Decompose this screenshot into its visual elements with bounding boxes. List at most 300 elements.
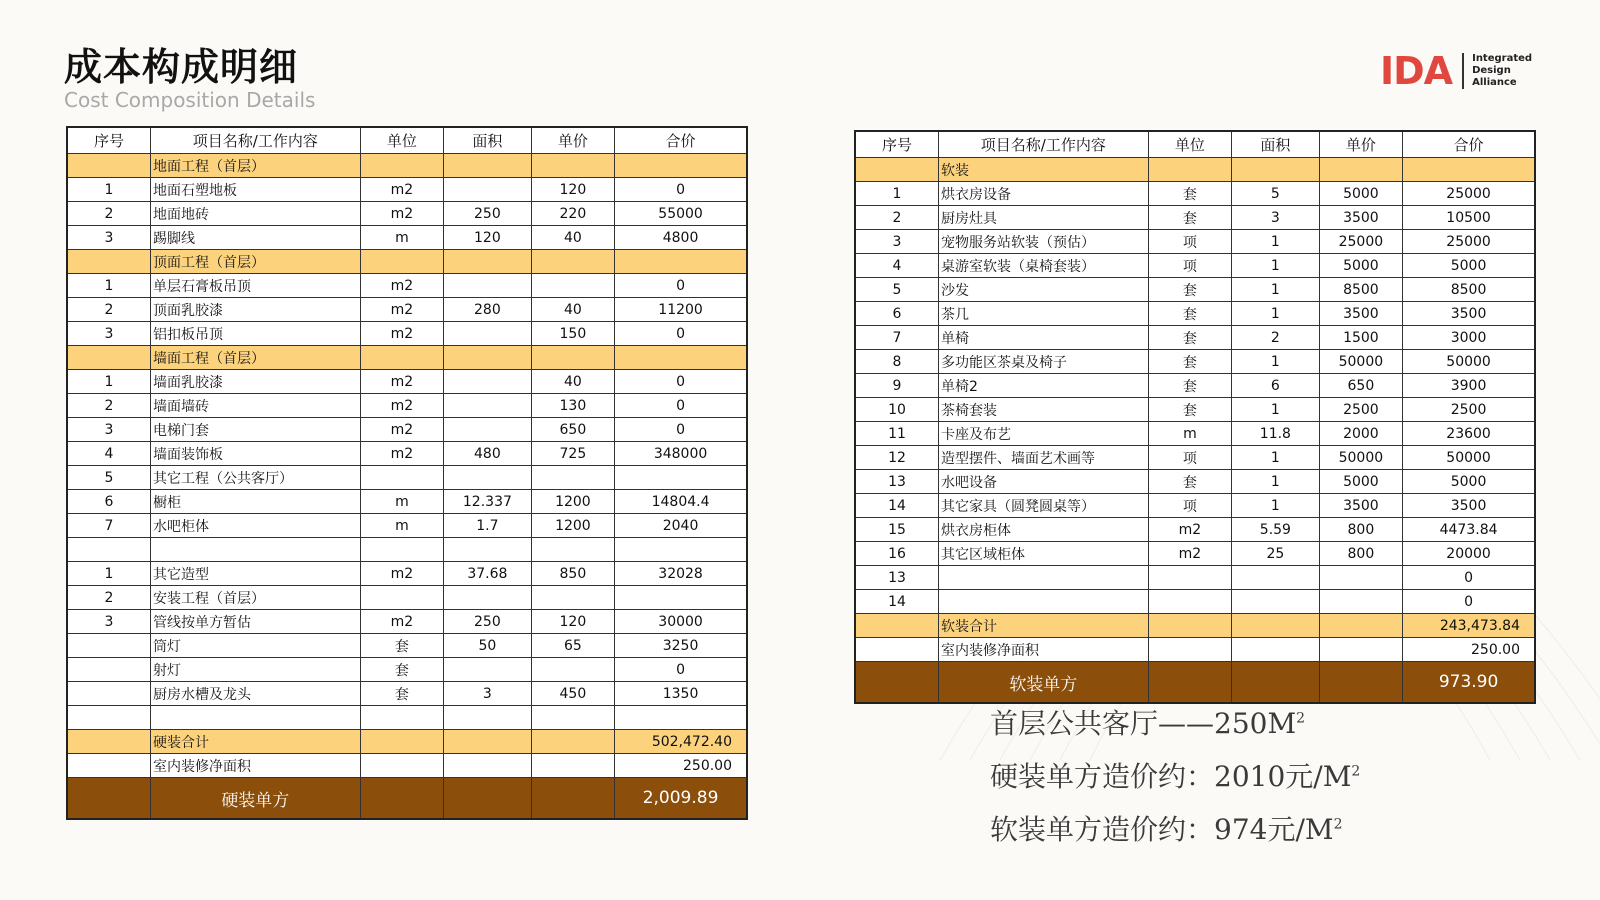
price-cell: 120 (531, 178, 614, 202)
total-cell: 5000 (1403, 470, 1535, 494)
row-number-cell: 13 (855, 566, 938, 590)
table-row (855, 302, 1535, 326)
table-header-row (855, 131, 1535, 158)
area-cell (444, 586, 532, 610)
total-cell: 0 (615, 394, 747, 418)
table-row (855, 494, 1535, 518)
area-cell: 250 (444, 610, 532, 634)
total-cell: 0 (615, 418, 747, 442)
area-cell: 3 (444, 682, 532, 706)
table-row (67, 562, 747, 586)
total-cell (615, 346, 747, 370)
table-row (67, 634, 747, 658)
price-cell (531, 466, 614, 490)
price-cell (1319, 590, 1402, 614)
total-cell: 0 (1403, 566, 1535, 590)
table-row (855, 374, 1535, 398)
unit-cell (360, 778, 443, 820)
note-soft-unit-cost (990, 808, 1342, 848)
unit-cell: 套 (360, 658, 443, 682)
section-header-row (67, 346, 747, 370)
item-name-cell: 电梯门套 (150, 418, 360, 442)
area-cell (444, 538, 532, 562)
subtotal-row (67, 730, 747, 754)
item-name-cell: 射灯 (150, 658, 360, 682)
unit-cell: m2 (360, 202, 443, 226)
unit-cell: 套 (1148, 470, 1231, 494)
total-cell: 25000 (1403, 182, 1535, 206)
area-cell (444, 394, 532, 418)
price-cell (1319, 638, 1402, 662)
table-row (855, 326, 1535, 350)
price-cell (531, 754, 614, 778)
total-cell: 0 (1403, 590, 1535, 614)
note-text: 硬装单方造价约：2010元/M (990, 760, 1352, 793)
price-cell: 5000 (1319, 470, 1402, 494)
area-cell: 1 (1232, 446, 1320, 470)
area-cell (444, 322, 532, 346)
area-cell (1232, 662, 1320, 704)
unit-cell: m2 (1148, 518, 1231, 542)
item-name-cell: 室内装修净面积 (938, 638, 1148, 662)
net-area-row (855, 638, 1535, 662)
unit-cell: m2 (360, 394, 443, 418)
price-cell: 3500 (1319, 302, 1402, 326)
item-name-cell: 茶椅套装 (938, 398, 1148, 422)
item-name-cell (150, 706, 360, 730)
price-cell: 40 (531, 298, 614, 322)
unit-cell (360, 538, 443, 562)
price-cell (531, 154, 614, 178)
total-cell: 55000 (615, 202, 747, 226)
logo-mark: IDA (1380, 49, 1453, 93)
area-cell (1232, 638, 1320, 662)
unit-cell (1148, 614, 1231, 638)
row-number-cell: 6 (855, 302, 938, 326)
total-cell: 3500 (1403, 494, 1535, 518)
table-row (67, 202, 747, 226)
column-header: 项目名称/工作内容 (150, 127, 360, 154)
area-cell: 5.59 (1232, 518, 1320, 542)
row-number-cell: 3 (67, 322, 150, 346)
area-cell (444, 178, 532, 202)
item-name-cell: 管线按单方暂估 (150, 610, 360, 634)
item-name-cell: 卡座及布艺 (938, 422, 1148, 446)
total-cell: 4800 (615, 226, 747, 250)
unit-cell (360, 250, 443, 274)
total-cell: 0 (615, 658, 747, 682)
item-name-cell: 烘衣房柜体 (938, 518, 1148, 542)
item-name-cell: 水吧设备 (938, 470, 1148, 494)
unit-cell: m2 (360, 178, 443, 202)
row-number-cell: 13 (855, 470, 938, 494)
table-row (67, 514, 747, 538)
total-cell: 243,473.84 (1403, 614, 1535, 638)
table-row (855, 230, 1535, 254)
table-row (67, 586, 747, 610)
note-text: 软装单方造价约：974元/M (990, 813, 1334, 846)
item-name-cell (938, 566, 1148, 590)
total-cell: 5000 (1403, 254, 1535, 278)
total-cell: 10500 (1403, 206, 1535, 230)
note-superscript: 2 (1351, 763, 1361, 780)
unit-cell (1148, 662, 1231, 704)
row-number-cell: 5 (855, 278, 938, 302)
table-row (855, 398, 1535, 422)
unit-cell: m (1148, 422, 1231, 446)
area-cell: 50 (444, 634, 532, 658)
unit-cell: 套 (1148, 398, 1231, 422)
unit-cell (360, 466, 443, 490)
row-number-cell: 12 (855, 446, 938, 470)
row-number-cell: 1 (67, 562, 150, 586)
row-number-cell: 5 (67, 466, 150, 490)
column-header: 合价 (615, 127, 747, 154)
row-number-cell: 2 (67, 202, 150, 226)
item-name-cell: 其它造型 (150, 562, 360, 586)
row-number-cell (67, 634, 150, 658)
unit-cell (360, 706, 443, 730)
logo-text (1472, 53, 1532, 89)
item-name-cell (150, 538, 360, 562)
area-cell (1232, 590, 1320, 614)
total-cell: 250.00 (1403, 638, 1535, 662)
area-cell (444, 778, 532, 820)
row-number-cell: 16 (855, 542, 938, 566)
total-cell: 0 (615, 370, 747, 394)
unit-cell: 套 (1148, 350, 1231, 374)
total-cell: 8500 (1403, 278, 1535, 302)
price-cell: 3500 (1319, 206, 1402, 230)
area-cell: 1 (1232, 278, 1320, 302)
total-cell (615, 706, 747, 730)
price-cell: 220 (531, 202, 614, 226)
price-cell: 1500 (1319, 326, 1402, 350)
table-row (67, 682, 747, 706)
row-number-cell: 2 (67, 394, 150, 418)
area-cell: 1.7 (444, 514, 532, 538)
table-row (855, 422, 1535, 446)
price-cell: 650 (531, 418, 614, 442)
row-number-cell: 4 (67, 442, 150, 466)
total-cell: 1350 (615, 682, 747, 706)
row-number-cell: 2 (855, 206, 938, 230)
row-number-cell: 3 (855, 230, 938, 254)
table-row (67, 490, 747, 514)
price-cell (1319, 614, 1402, 638)
unit-cell: 套 (360, 682, 443, 706)
unit-cell: 套 (1148, 326, 1231, 350)
table-row (67, 370, 747, 394)
row-number-cell: 14 (855, 590, 938, 614)
price-cell: 3500 (1319, 494, 1402, 518)
area-cell (444, 370, 532, 394)
column-header: 单位 (360, 127, 443, 154)
unit-cell: m2 (360, 370, 443, 394)
price-cell: 50000 (1319, 446, 1402, 470)
item-name-cell: 顶面工程（首层） (150, 250, 360, 274)
total-cell: 2040 (615, 514, 747, 538)
price-cell: 65 (531, 634, 614, 658)
area-cell: 480 (444, 442, 532, 466)
price-cell (531, 538, 614, 562)
total-cell: 250.00 (615, 754, 747, 778)
note-living-room-area (990, 702, 1305, 742)
total-cell: 3900 (1403, 374, 1535, 398)
row-number-cell: 4 (855, 254, 938, 278)
table-row (67, 322, 747, 346)
total-cell: 23600 (1403, 422, 1535, 446)
total-cell: 0 (615, 178, 747, 202)
item-name-cell: 厨房灶具 (938, 206, 1148, 230)
note-superscript: 2 (1333, 816, 1343, 833)
item-name-cell: 其它工程（公共客厅） (150, 466, 360, 490)
table-row (855, 206, 1535, 230)
item-name-cell: 墙面墙砖 (150, 394, 360, 418)
row-number-cell: 1 (67, 178, 150, 202)
row-number-cell: 3 (67, 418, 150, 442)
unit-cell: m (360, 514, 443, 538)
row-number-cell (67, 682, 150, 706)
item-name-cell: 地面地砖 (150, 202, 360, 226)
total-cell: 20000 (1403, 542, 1535, 566)
item-name-cell: 铝扣板吊顶 (150, 322, 360, 346)
row-number-cell (67, 250, 150, 274)
area-cell: 11.8 (1232, 422, 1320, 446)
soft-decoration-cost-table (854, 130, 1536, 704)
unit-cell: m2 (360, 274, 443, 298)
row-number-cell: 3 (67, 226, 150, 250)
total-cell: 3500 (1403, 302, 1535, 326)
total-cell (615, 154, 747, 178)
unit-cell: m2 (360, 298, 443, 322)
area-cell: 2 (1232, 326, 1320, 350)
table-row (67, 226, 747, 250)
price-cell: 725 (531, 442, 614, 466)
row-number-cell (855, 158, 938, 182)
item-name-cell: 烘衣房设备 (938, 182, 1148, 206)
item-name-cell: 其它家具（圆凳圆桌等） (938, 494, 1148, 518)
area-cell: 1 (1232, 302, 1320, 326)
price-cell: 1200 (531, 514, 614, 538)
item-name-cell: 墙面装饰板 (150, 442, 360, 466)
area-cell (444, 154, 532, 178)
area-cell: 6 (1232, 374, 1320, 398)
area-cell: 5 (1232, 182, 1320, 206)
area-cell (444, 346, 532, 370)
area-cell: 1 (1232, 470, 1320, 494)
row-number-cell (67, 658, 150, 682)
total-cell: 0 (615, 274, 747, 298)
table-row (67, 610, 747, 634)
item-name-cell: 茶几 (938, 302, 1148, 326)
price-cell: 50000 (1319, 350, 1402, 374)
item-name-cell: 软装单方 (938, 662, 1148, 704)
row-number-cell: 9 (855, 374, 938, 398)
unit-cell: m2 (360, 322, 443, 346)
row-number-cell (67, 754, 150, 778)
area-cell (444, 466, 532, 490)
item-name-cell: 单层石膏板吊顶 (150, 274, 360, 298)
row-number-cell (67, 538, 150, 562)
row-number-cell: 7 (855, 326, 938, 350)
price-cell: 120 (531, 610, 614, 634)
unit-cell: 项 (1148, 230, 1231, 254)
table-row (855, 518, 1535, 542)
area-cell: 3 (1232, 206, 1320, 230)
area-cell: 120 (444, 226, 532, 250)
table-row (67, 442, 747, 466)
page-subtitle: Cost Composition Details (64, 88, 316, 112)
area-cell (1232, 614, 1320, 638)
total-cell: 50000 (1403, 350, 1535, 374)
item-name-cell: 沙发 (938, 278, 1148, 302)
item-name-cell: 软装合计 (938, 614, 1148, 638)
page-title: 成本构成明细 (64, 44, 299, 89)
item-name-cell: 筒灯 (150, 634, 360, 658)
area-cell: 280 (444, 298, 532, 322)
row-number-cell: 2 (67, 298, 150, 322)
unit-cell: 套 (1148, 182, 1231, 206)
area-cell: 1 (1232, 230, 1320, 254)
unit-cell: m2 (360, 442, 443, 466)
price-cell: 2000 (1319, 422, 1402, 446)
column-header: 合价 (1403, 131, 1535, 158)
price-cell: 2500 (1319, 398, 1402, 422)
price-cell: 800 (1319, 518, 1402, 542)
item-name-cell: 顶面乳胶漆 (150, 298, 360, 322)
logo-line-3: Alliance (1472, 77, 1517, 88)
item-name-cell: 室内装修净面积 (150, 754, 360, 778)
column-header: 单价 (531, 127, 614, 154)
row-number-cell (67, 730, 150, 754)
total-cell: 2,009.89 (615, 778, 747, 820)
price-cell (531, 274, 614, 298)
column-header: 序号 (67, 127, 150, 154)
total-cell (615, 466, 747, 490)
hard-decoration-cost-table (66, 126, 748, 820)
unit-cost-row (855, 662, 1535, 704)
row-number-cell: 7 (67, 514, 150, 538)
row-number-cell (855, 638, 938, 662)
item-name-cell (938, 590, 1148, 614)
price-cell (1319, 566, 1402, 590)
price-cell (531, 706, 614, 730)
total-cell (615, 538, 747, 562)
table-row (67, 178, 747, 202)
price-cell (531, 658, 614, 682)
item-name-cell: 其它区域柜体 (938, 542, 1148, 566)
table-header-row (67, 127, 747, 154)
total-cell: 30000 (615, 610, 747, 634)
area-cell (444, 658, 532, 682)
row-number-cell (67, 154, 150, 178)
area-cell (1232, 566, 1320, 590)
logo-divider (1462, 53, 1464, 89)
table-row (67, 466, 747, 490)
price-cell: 25000 (1319, 230, 1402, 254)
total-cell (1403, 158, 1535, 182)
price-cell (531, 250, 614, 274)
unit-cell: 套 (360, 634, 443, 658)
area-cell (444, 730, 532, 754)
unit-cell: 项 (1148, 254, 1231, 278)
total-cell: 3000 (1403, 326, 1535, 350)
price-cell (531, 346, 614, 370)
item-name-cell: 踢脚线 (150, 226, 360, 250)
price-cell: 40 (531, 370, 614, 394)
unit-cell (360, 730, 443, 754)
column-header: 单位 (1148, 131, 1231, 158)
row-number-cell (67, 706, 150, 730)
item-name-cell: 墙面乳胶漆 (150, 370, 360, 394)
item-name-cell: 单椅2 (938, 374, 1148, 398)
total-cell: 25000 (1403, 230, 1535, 254)
total-cell: 14804.4 (615, 490, 747, 514)
table-row (855, 254, 1535, 278)
unit-cell: m2 (360, 610, 443, 634)
area-cell (444, 418, 532, 442)
column-header: 面积 (444, 127, 532, 154)
section-header-row (67, 154, 747, 178)
price-cell: 130 (531, 394, 614, 418)
table-row (855, 446, 1535, 470)
price-cell: 850 (531, 562, 614, 586)
table-row (855, 350, 1535, 374)
unit-cell: 项 (1148, 446, 1231, 470)
table-row (855, 278, 1535, 302)
price-cell: 150 (531, 322, 614, 346)
unit-cell (1148, 638, 1231, 662)
item-name-cell: 多功能区茶桌及椅子 (938, 350, 1148, 374)
note-hard-unit-cost (990, 755, 1360, 795)
area-cell: 37.68 (444, 562, 532, 586)
unit-cell: m (360, 226, 443, 250)
area-cell (1232, 158, 1320, 182)
row-number-cell: 1 (67, 274, 150, 298)
area-cell: 1 (1232, 494, 1320, 518)
unit-cell: m2 (360, 418, 443, 442)
column-header: 单价 (1319, 131, 1402, 158)
unit-cell (360, 346, 443, 370)
area-cell (444, 706, 532, 730)
section-header-row (67, 250, 747, 274)
total-cell: 50000 (1403, 446, 1535, 470)
unit-cell: m2 (360, 562, 443, 586)
net-area-row (67, 754, 747, 778)
table-row (67, 274, 747, 298)
total-cell: 2500 (1403, 398, 1535, 422)
total-cell: 973.90 (1403, 662, 1535, 704)
unit-cost-row (67, 778, 747, 820)
note-superscript: 2 (1296, 710, 1306, 727)
unit-cell (360, 754, 443, 778)
column-header: 项目名称/工作内容 (938, 131, 1148, 158)
table-row (67, 538, 747, 562)
total-cell (615, 586, 747, 610)
area-cell (444, 250, 532, 274)
price-cell: 650 (1319, 374, 1402, 398)
column-header: 序号 (855, 131, 938, 158)
table-row (67, 298, 747, 322)
item-name-cell: 硬装单方 (150, 778, 360, 820)
row-number-cell: 14 (855, 494, 938, 518)
price-cell (1319, 662, 1402, 704)
area-cell: 1 (1232, 254, 1320, 278)
row-number-cell (855, 662, 938, 704)
row-number-cell: 11 (855, 422, 938, 446)
unit-cell: 套 (1148, 278, 1231, 302)
